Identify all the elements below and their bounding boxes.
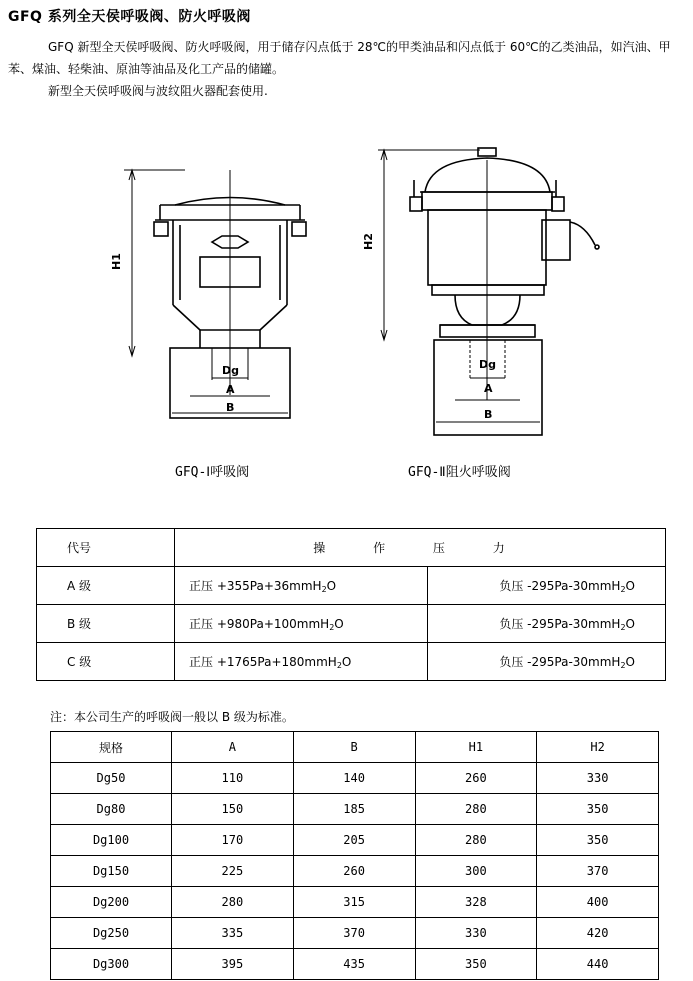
- table-row: [51, 763, 659, 794]
- negative-pressure: 负压 -295Pa-30mmH$_2$O: [428, 643, 666, 681]
- spec-cell: 335: [172, 918, 294, 949]
- spec-table: [50, 731, 659, 980]
- table-row: [51, 887, 659, 918]
- spec-cell: 300: [415, 856, 537, 887]
- positive-pressure: 正压 +1765Pa+180mmH$_2$O: [175, 643, 428, 681]
- usage-paragraph: 新型全天侯呼吸阀与波纹阻火器配套使用.: [48, 84, 268, 98]
- spec-cell: 330: [537, 763, 659, 794]
- grade-code: A 级: [37, 567, 175, 605]
- gfq2-caption: GFQ-Ⅱ阻火呼吸阀: [408, 465, 511, 480]
- gfq1-caption: GFQ-Ⅰ呼吸阀: [175, 465, 250, 480]
- grade-code: B 级: [37, 605, 175, 643]
- table-row: [51, 732, 659, 763]
- pressure-table: [36, 528, 666, 681]
- standard-note: 注：本公司生产的呼吸阀一般以 B 级为标准。: [50, 710, 294, 724]
- positive-pressure: 正压 +980Pa+100mmH$_2$O: [175, 605, 428, 643]
- spec-cell: 205: [293, 825, 415, 856]
- spec-cell: 280: [415, 794, 537, 825]
- gfq1-h-label: H1: [110, 253, 123, 270]
- spec-cell: Dg80: [51, 794, 172, 825]
- spec-cell: 435: [293, 949, 415, 980]
- spec-cell: 260: [293, 856, 415, 887]
- spec-cell: 185: [293, 794, 415, 825]
- gfq2-b-label: B: [484, 408, 493, 421]
- grade-code: C 级: [37, 643, 175, 681]
- spec-cell: Dg300: [51, 949, 172, 980]
- spec-cell: 225: [172, 856, 294, 887]
- spec-cell: 328: [415, 887, 537, 918]
- table-row: [51, 825, 659, 856]
- header-code: 代号: [37, 529, 175, 567]
- spec-cell: 315: [293, 887, 415, 918]
- spec-cell: 420: [537, 918, 659, 949]
- spec-cell: 330: [415, 918, 537, 949]
- spec-cell: Dg50: [51, 763, 172, 794]
- spec-cell: Dg250: [51, 918, 172, 949]
- spec-cell: 260: [415, 763, 537, 794]
- table-row: [51, 949, 659, 980]
- gfq2-dg-label: Dg: [479, 358, 497, 371]
- table-row: [51, 794, 659, 825]
- spec-cell: 370: [537, 856, 659, 887]
- header-cell: B: [293, 732, 415, 763]
- positive-pressure: 正压 +355Pa+36mmH$_2$O: [175, 567, 428, 605]
- spec-cell: Dg200: [51, 887, 172, 918]
- valve-drawings: [0, 0, 693, 460]
- table-row: [37, 605, 666, 643]
- spec-cell: 400: [537, 887, 659, 918]
- gfq1-a-label: A: [226, 383, 235, 396]
- spec-cell: Dg100: [51, 825, 172, 856]
- spec-cell: 440: [537, 949, 659, 980]
- gfq1-dg-label: Dg: [222, 364, 240, 377]
- spec-cell: 280: [415, 825, 537, 856]
- spec-cell: 350: [537, 794, 659, 825]
- table-row: [37, 529, 666, 567]
- header-cell: H1: [415, 732, 537, 763]
- spec-cell: 350: [415, 949, 537, 980]
- intro-paragraph: GFQ 新型全天侯呼吸阀、防火呼吸阀，用于储存闪点低于 28℃的甲类油品和闪点低于 60℃的乙类油品，如汽油、甲苯、煤油、轻柴油、原油等油品及化工产品的储罐。: [8, 40, 671, 76]
- negative-pressure: 负压 -295Pa-30mmH$_2$O: [428, 605, 666, 643]
- gfq1-drawing: [124, 170, 306, 418]
- page-title: GFQ 系列全天侯呼吸阀、防火呼吸阀: [8, 9, 251, 25]
- spec-cell: 350: [537, 825, 659, 856]
- spec-cell: 370: [293, 918, 415, 949]
- spec-cell: 150: [172, 794, 294, 825]
- table-row: [37, 643, 666, 681]
- negative-pressure: 负压 -295Pa-30mmH$_2$O: [428, 567, 666, 605]
- gfq2-a-label: A: [484, 382, 493, 395]
- header-pressure: 操 作 压 力: [175, 529, 666, 567]
- spec-cell: 170: [172, 825, 294, 856]
- spec-cell: 395: [172, 949, 294, 980]
- gfq1-b-label: B: [226, 401, 235, 414]
- spec-cell: 110: [172, 763, 294, 794]
- spec-cell: Dg150: [51, 856, 172, 887]
- table-row: [51, 856, 659, 887]
- gfq2-h-label: H2: [362, 233, 375, 250]
- header-cell: H2: [537, 732, 659, 763]
- table-row: [51, 918, 659, 949]
- spec-cell: 140: [293, 763, 415, 794]
- header-cell: 规格: [51, 732, 172, 763]
- header-cell: A: [172, 732, 294, 763]
- spec-cell: 280: [172, 887, 294, 918]
- table-row: [37, 567, 666, 605]
